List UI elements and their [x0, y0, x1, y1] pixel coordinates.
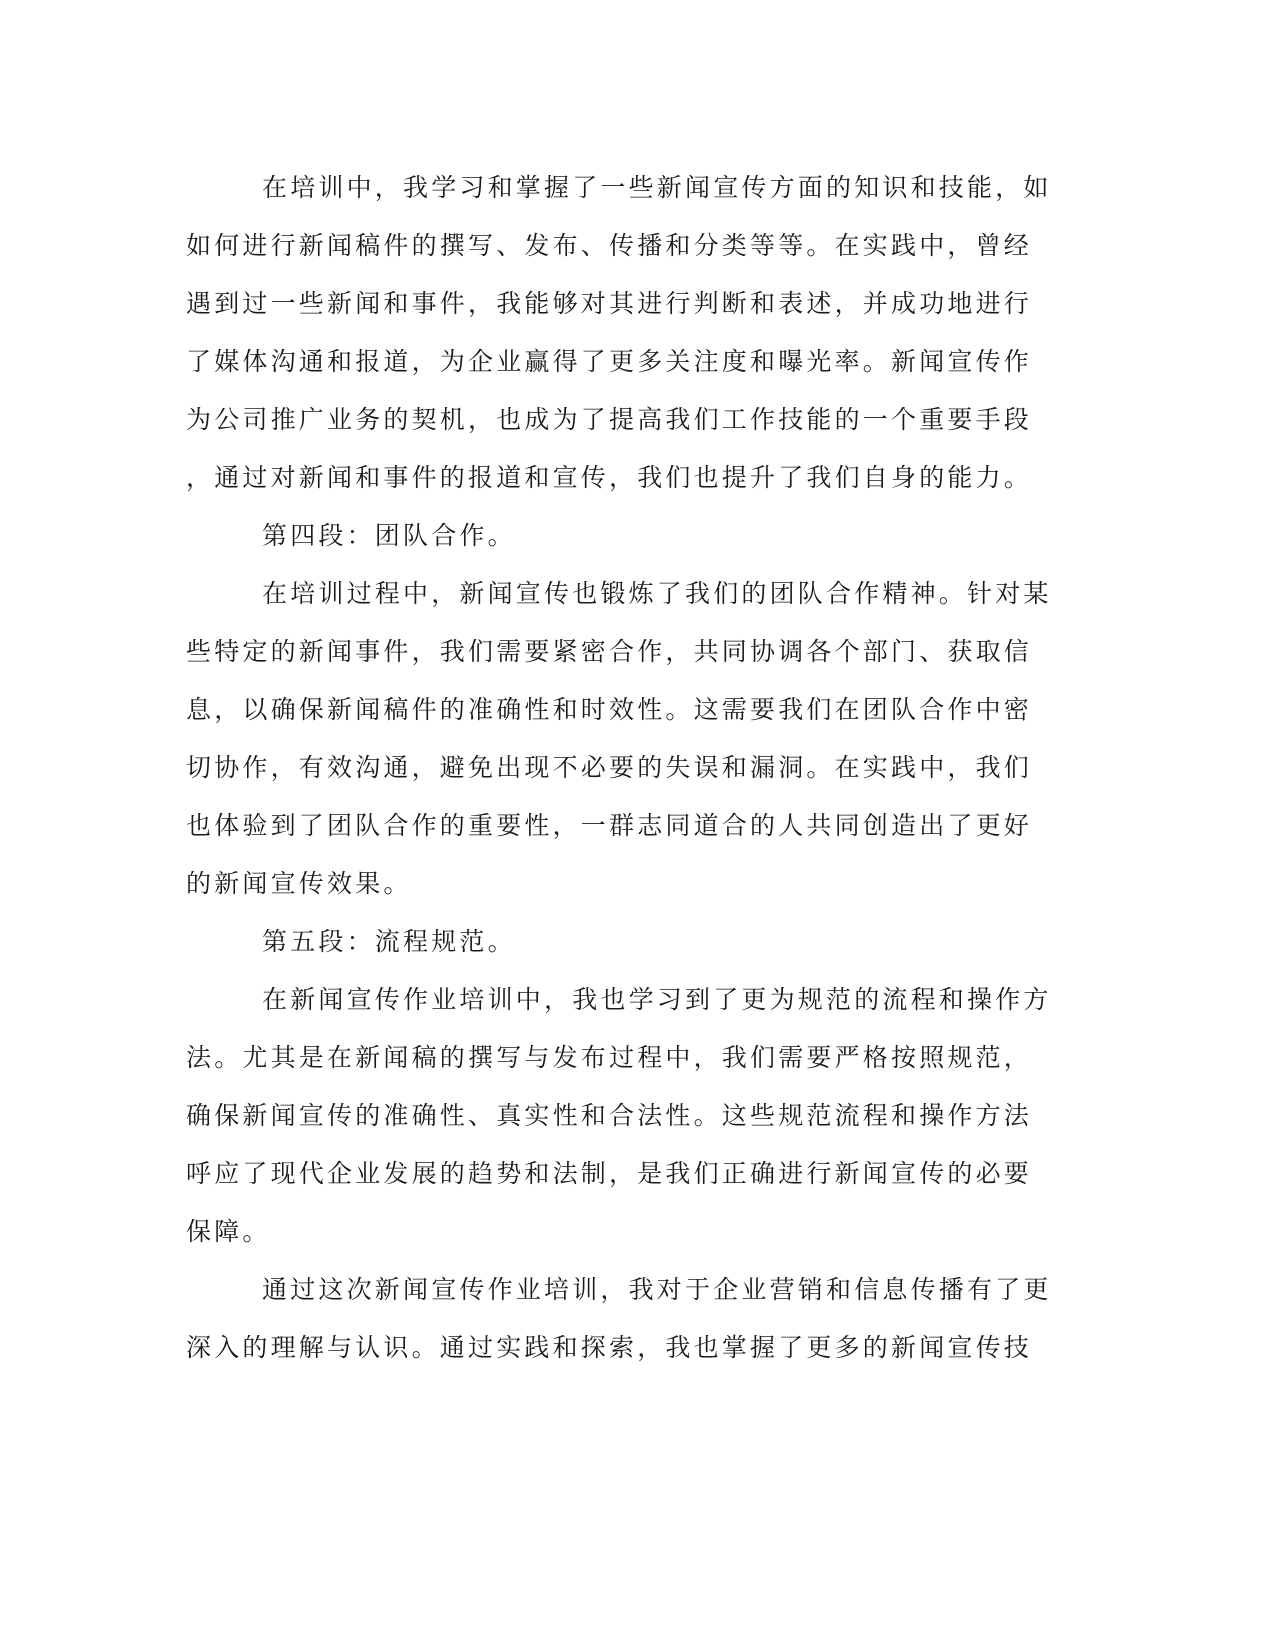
section-heading: 第四段：团队合作。 — [262, 521, 516, 550]
paragraph-line: ，通过对新闻和事件的报道和宣传，我们也提升了我们自身的能力。 — [186, 463, 1033, 492]
paragraph-line: 的新闻宣传效果。 — [186, 869, 412, 898]
paragraph-line: 切协作，有效沟通，避免出现不必要的失误和漏洞。在实践中，我们 — [186, 753, 1033, 782]
paragraph-line: 法。尤其是在新闻稿的撰写与发布过程中，我们需要严格按照规范， — [186, 1043, 1033, 1072]
paragraph-line: 在培训中，我学习和掌握了一些新闻宣传方面的知识和技能，如 — [262, 173, 1052, 202]
paragraph-line: 些特定的新闻事件，我们需要紧密合作，共同协调各个部门、获取信 — [186, 637, 1033, 666]
paragraph-line: 在培训过程中，新闻宣传也锻炼了我们的团队合作精神。针对某 — [262, 579, 1052, 608]
paragraph-line: 保障。 — [186, 1217, 271, 1246]
paragraph-line: 在新闻宣传作业培训中，我也学习到了更为规范的流程和操作方 — [262, 985, 1052, 1014]
paragraph-line: 为公司推广业务的契机，也成为了提高我们工作技能的一个重要手段 — [186, 405, 1033, 434]
paragraph-line: 通过这次新闻宣传作业培训，我对于企业营销和信息传播有了更 — [262, 1275, 1052, 1304]
paragraph-line: 息，以确保新闻稿件的准确性和时效性。这需要我们在团队合作中密 — [186, 695, 1033, 724]
paragraph-line: 如何进行新闻稿件的撰写、发布、传播和分类等等。在实践中，曾经 — [186, 231, 1033, 260]
paragraph-line: 了媒体沟通和报道，为企业赢得了更多关注度和曝光率。新闻宣传作 — [186, 347, 1033, 376]
paragraph-line: 呼应了现代企业发展的趋势和法制，是我们正确进行新闻宣传的必要 — [186, 1159, 1033, 1188]
paragraph-line: 深入的理解与认识。通过实践和探索，我也掌握了更多的新闻宣传技 — [186, 1333, 1033, 1362]
paragraph-line: 确保新闻宣传的准确性、真实性和合法性。这些规范流程和操作方法 — [186, 1101, 1033, 1130]
section-heading: 第五段：流程规范。 — [262, 927, 516, 956]
paragraph-line: 遇到过一些新闻和事件，我能够对其进行判断和表述，并成功地进行 — [186, 289, 1033, 318]
paragraph-line: 也体验到了团队合作的重要性，一群志同道合的人共同创造出了更好 — [186, 811, 1033, 840]
